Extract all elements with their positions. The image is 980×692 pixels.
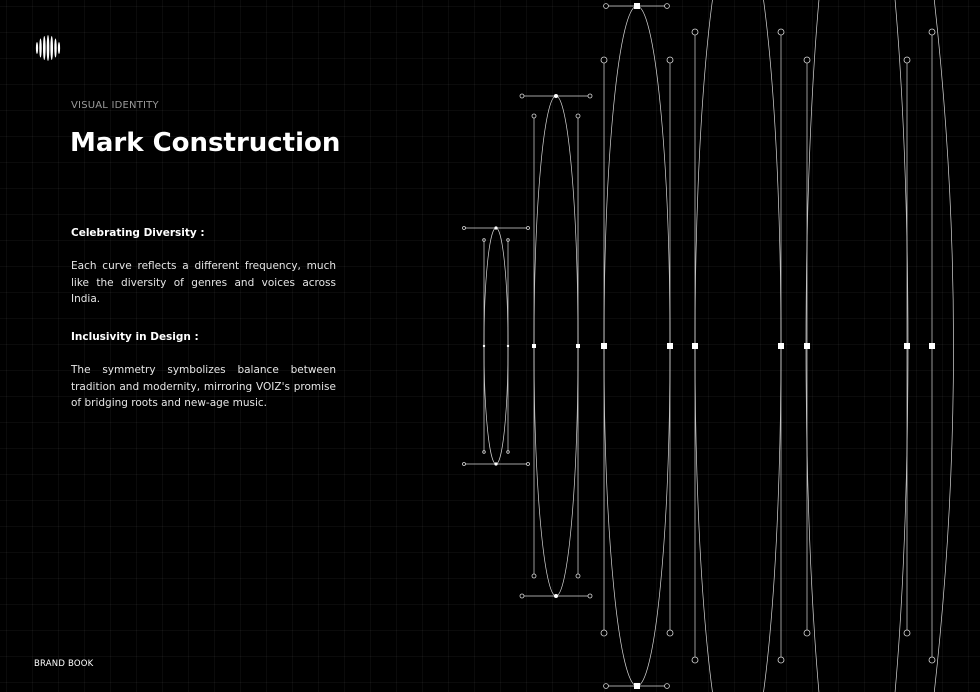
celebrating-diversity-text: Each curve reflects a different frequency, much like the diversity of genres and voices across India. xyxy=(71,260,336,305)
page-title: Mark Construction xyxy=(70,128,341,158)
construction-ellipse-5 xyxy=(806,0,908,692)
inclusivity-heading: Inclusivity in Design : xyxy=(71,331,199,343)
section-label: VISUAL IDENTITY xyxy=(71,100,159,111)
footer-label: BRAND BOOK xyxy=(34,659,94,669)
inclusivity-text: The symmetry symbolizes balance between tradition and modernity, mirroring VOIZ's promise of bridging roots and new-age music. xyxy=(71,364,336,409)
construction-ellipse-4 xyxy=(695,0,781,692)
construction-ellipse-2 xyxy=(534,96,578,596)
construction-ellipse-1 xyxy=(484,228,508,464)
construction-ellipse-3 xyxy=(604,6,670,686)
celebrating-diversity-heading: Celebrating Diversity : xyxy=(71,227,205,239)
